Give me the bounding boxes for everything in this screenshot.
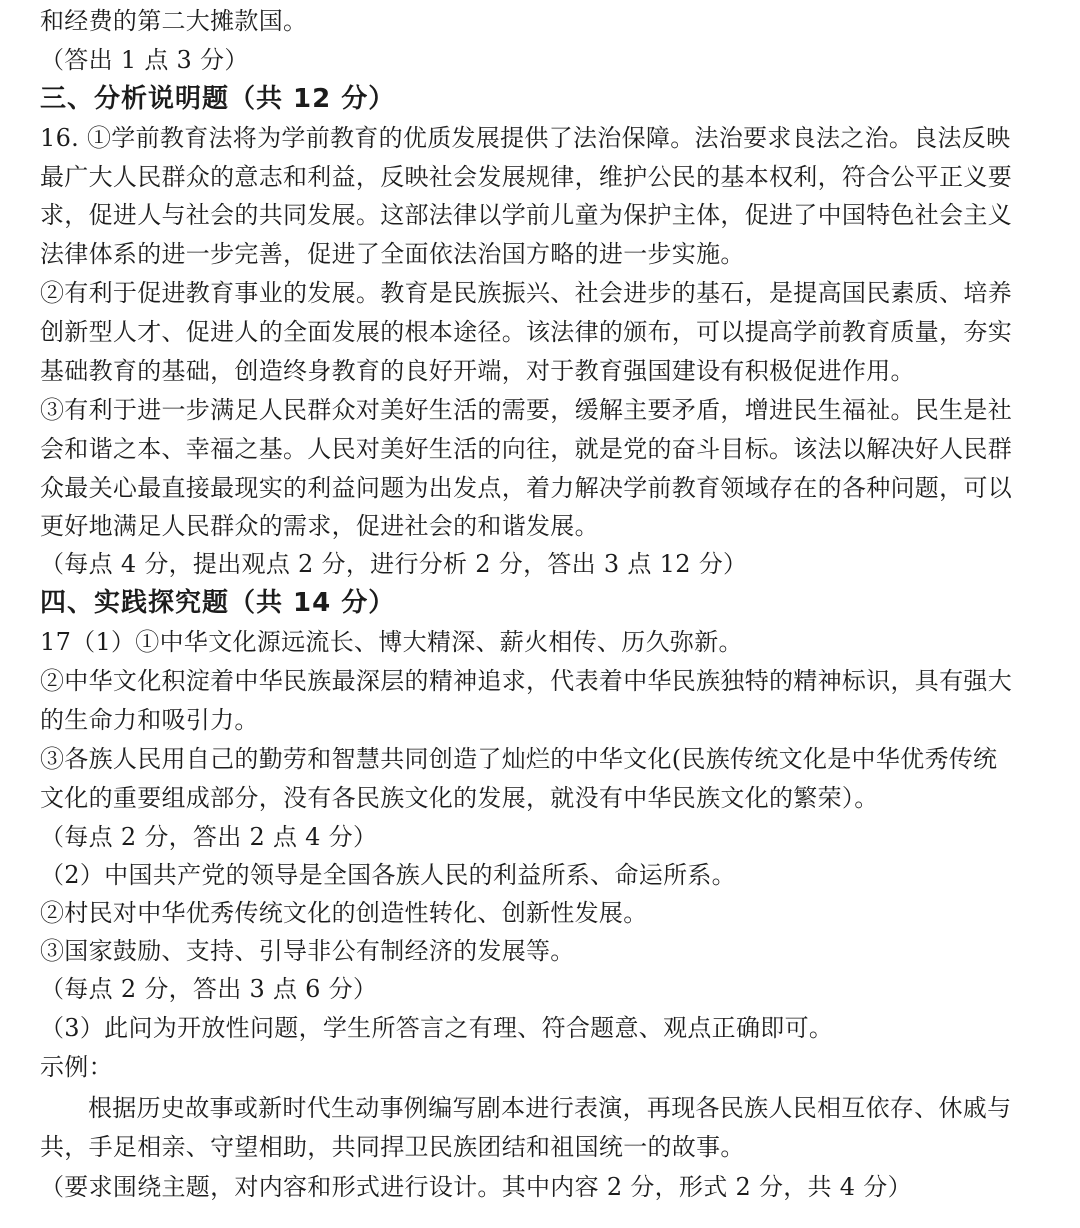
text-line: 的生命力和吸引力。 bbox=[40, 706, 259, 734]
text-line: 共，手足相亲、守望相助，共同捍卫民族团结和祖国统一的故事。 bbox=[40, 1133, 745, 1161]
text-line: ③有利于进一步满足人民群众对美好生活的需要，缓解主要矛盾，增进民生福祉。民生是社 bbox=[40, 396, 1012, 424]
text-line: 更好地满足人民群众的需求，促进社会的和谐发展。 bbox=[40, 512, 599, 540]
score-note: （每点 4 分，提出观点 2 分，进行分析 2 分，答出 3 点 12 分） bbox=[40, 550, 748, 578]
example-paragraph: 根据历史故事或新时代生动事例编写剧本进行表演，再现各民族人民相互依存、休戚与 bbox=[88, 1094, 1012, 1122]
text-line: 创新型人才、促进人的全面发展的根本途径。该法律的颁布，可以提高学前教育质量，夯实 bbox=[40, 318, 1012, 346]
text-line: ③各族人民用自己的勤劳和智慧共同创造了灿烂的中华文化(民族传统文化是中华优秀传统 bbox=[40, 745, 998, 773]
question-16-line: 16. ①学前教育法将为学前教育的优质发展提供了法治保障。法治要求良法之治。良法反映 bbox=[40, 124, 1011, 152]
text-line: 求，促进人与社会的共同发展。这部法律以学前儿童为保护主体，促进了中国特色社会主义 bbox=[40, 201, 1012, 229]
text-line: ③国家鼓励、支持、引导非公有制经济的发展等。 bbox=[40, 937, 575, 965]
text-line: 最广大人民群众的意志和利益，反映社会发展规律，维护公民的基本权利，符合公平正义要 bbox=[40, 163, 1012, 191]
score-note: （要求围绕主题，对内容和形式进行设计。其中内容 2 分，形式 2 分，共 4 分） bbox=[40, 1173, 912, 1201]
text-line: ②有利于促进教育事业的发展。教育是民族振兴、社会进步的基石，是提高国民素质、培养 bbox=[40, 279, 1012, 307]
score-note: （每点 2 分，答出 2 点 4 分） bbox=[40, 823, 378, 851]
text-line: 会和谐之本、幸福之基。人民对美好生活的向往，就是党的奋斗目标。该法以解决好人民群 bbox=[40, 435, 1012, 463]
text-line: 基础教育的基础，创造终身教育的良好开端，对于教育强国建设有积极促进作用。 bbox=[40, 357, 915, 385]
section-heading-3: 三、分析说明题（共 12 分） bbox=[40, 84, 396, 114]
text-line: ②村民对中华优秀传统文化的创造性转化、创新性发展。 bbox=[40, 899, 648, 927]
score-note: （每点 2 分，答出 3 点 6 分） bbox=[40, 975, 378, 1003]
section-heading-4: 四、实践探究题（共 14 分） bbox=[40, 588, 396, 618]
example-label: 示例： bbox=[40, 1053, 113, 1081]
text-line: 法律体系的进一步完善，促进了全面依法治国方略的进一步实施。 bbox=[40, 240, 745, 268]
text-line: （2）中国共产党的领导是全国各族人民的利益所系、命运所系。 bbox=[40, 861, 736, 889]
text-line: 文化的重要组成部分，没有各民族文化的发展，就没有中华民族文化的繁荣）。 bbox=[40, 784, 879, 812]
text-line: ②中华文化积淀着中华民族最深层的精神追求，代表着中华民族独特的精神标识，具有强大 bbox=[40, 667, 1012, 695]
text-line: 众最关心最直接最现实的利益问题为出发点，着力解决学前教育领域存在的各种问题，可以 bbox=[40, 474, 1012, 502]
text-line: （3）此问为开放性问题，学生所答言之有理、符合题意、观点正确即可。 bbox=[40, 1014, 834, 1042]
score-note: （答出 1 点 3 分） bbox=[40, 46, 249, 74]
question-17-line: 17（1）①中华文化源远流长、博大精深、薪火相传、历久弥新。 bbox=[40, 628, 743, 656]
text-line: 和经费的第二大摊款国。 bbox=[40, 7, 308, 35]
